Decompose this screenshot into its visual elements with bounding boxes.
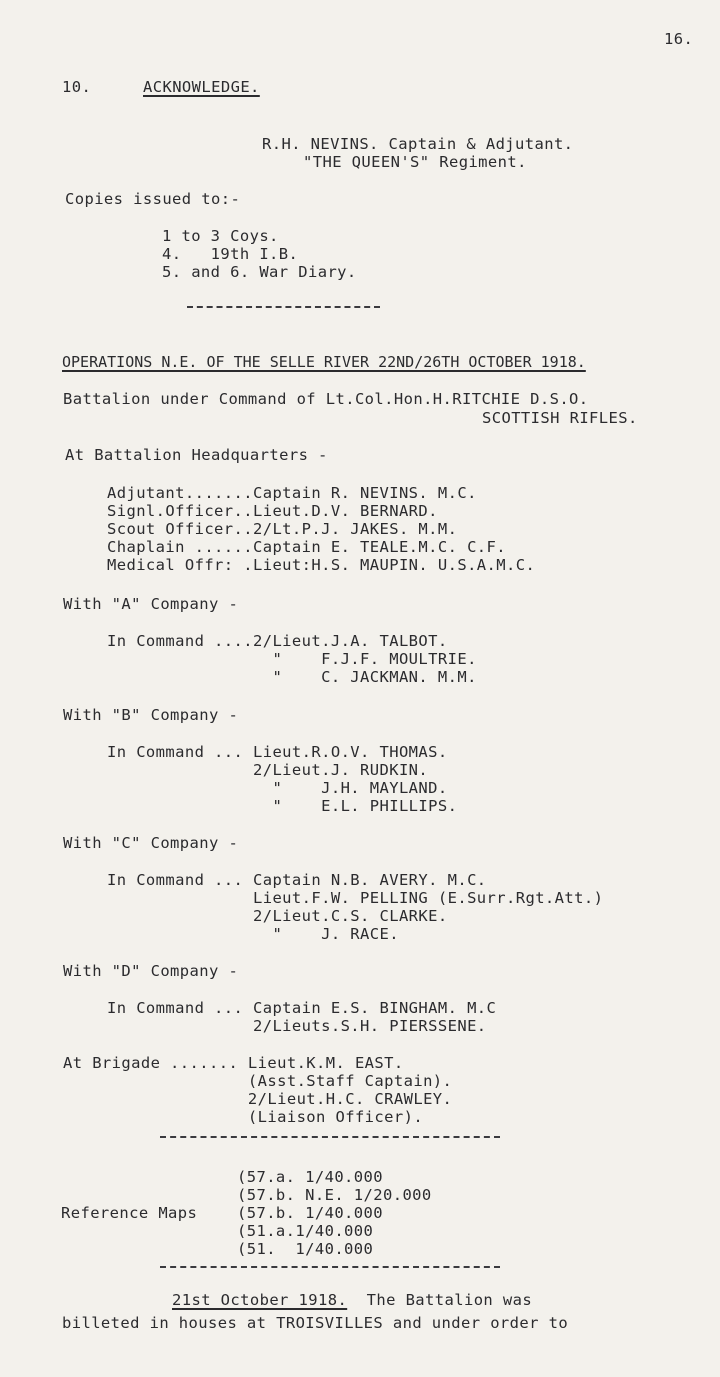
reference-map-item: (57.a. 1/40.000	[237, 1168, 383, 1186]
company-d-row: 2/Lieuts.S.H. PIERSSENE.	[107, 1017, 487, 1035]
company-d-heading: With "D" Company -	[63, 962, 239, 980]
narrative-date: 21st October 1918.	[172, 1291, 348, 1309]
narrative-line-1-text: The Battalion was	[347, 1291, 533, 1309]
command-line-1: Battalion under Command of Lt.Col.Hon.H.RITCHIE D.S.O.	[63, 390, 589, 408]
acknowledge-number: 10.	[62, 78, 92, 96]
copies-item: 5. and 6. War Diary.	[162, 263, 357, 281]
brigade-row: (Asst.Staff Captain).	[63, 1072, 453, 1090]
signature-line-1: R.H. NEVINS. Captain & Adjutant.	[262, 135, 574, 153]
reference-map-item: (57.b. 1/40.000	[237, 1204, 383, 1222]
copies-heading: Copies issued to:-	[65, 190, 241, 208]
reference-map-item: (57.b. N.E. 1/20.000	[237, 1186, 432, 1204]
narrative-line-1	[172, 1291, 532, 1309]
company-a-row: In Command ....2/Lieut.J.A. TALBOT.	[107, 632, 448, 650]
copies-item: 1 to 3 Coys.	[162, 227, 279, 245]
company-a-row: " F.J.F. MOULTRIE.	[107, 650, 477, 668]
company-c-row: 2/Lieut.C.S. CLARKE.	[107, 907, 448, 925]
page-number: 16.	[664, 30, 694, 48]
copies-item: 4. 19th I.B.	[162, 245, 299, 263]
hq-row: Scout Officer..2/Lt.P.J. JAKES. M.M.	[107, 520, 458, 538]
section-divider	[187, 306, 380, 308]
reference-map-item: (51. 1/40.000	[237, 1240, 374, 1258]
hq-heading: At Battalion Headquarters -	[65, 446, 328, 464]
section-divider	[160, 1136, 500, 1138]
company-c-row: Lieut.F.W. PELLING (E.Surr.Rgt.Att.)	[107, 889, 604, 907]
brigade-row: (Liaison Officer).	[63, 1108, 424, 1126]
hq-row: Medical Offr: .Lieut:H.S. MAUPIN. U.S.A.M.C.	[107, 556, 536, 574]
reference-maps-label: Reference Maps	[61, 1204, 198, 1222]
brigade-row: At Brigade ....... Lieut.K.M. EAST.	[63, 1054, 404, 1072]
hq-row: Adjutant.......Captain R. NEVINS. M.C.	[107, 484, 477, 502]
company-c-heading: With "C" Company -	[63, 834, 239, 852]
company-c-row: In Command ... Captain N.B. AVERY. M.C.	[107, 871, 487, 889]
brigade-row: 2/Lieut.H.C. CRAWLEY.	[63, 1090, 453, 1108]
operations-title: OPERATIONS N.E. OF THE SELLE RIVER 22ND/26TH OCTOBER 1918.	[62, 353, 586, 371]
command-line-2: SCOTTISH RIFLES.	[482, 409, 638, 427]
hq-row: Chaplain ......Captain E. TEALE.M.C. C.F.	[107, 538, 507, 556]
company-b-row: 2/Lieut.J. RUDKIN.	[107, 761, 429, 779]
company-b-heading: With "B" Company -	[63, 706, 239, 724]
company-a-row: " C. JACKMAN. M.M.	[107, 668, 477, 686]
company-c-row: " J. RACE.	[107, 925, 399, 943]
company-d-row: In Command ... Captain E.S. BINGHAM. M.C	[107, 999, 497, 1017]
signature-line-2: "THE QUEEN'S" Regiment.	[303, 153, 527, 171]
company-b-row: In Command ... Lieut.R.O.V. THOMAS.	[107, 743, 448, 761]
hq-row: Signl.Officer..Lieut.D.V. BERNARD.	[107, 502, 438, 520]
narrative-line-2: billeted in houses at TROISVILLES and under order to	[62, 1314, 569, 1332]
company-a-heading: With "A" Company -	[63, 595, 239, 613]
reference-map-item: (51.a.1/40.000	[237, 1222, 374, 1240]
section-divider	[160, 1266, 500, 1268]
acknowledge-label: ACKNOWLEDGE.	[143, 78, 260, 96]
company-b-row: " J.H. MAYLAND.	[107, 779, 448, 797]
company-b-row: " E.L. PHILLIPS.	[107, 797, 458, 815]
